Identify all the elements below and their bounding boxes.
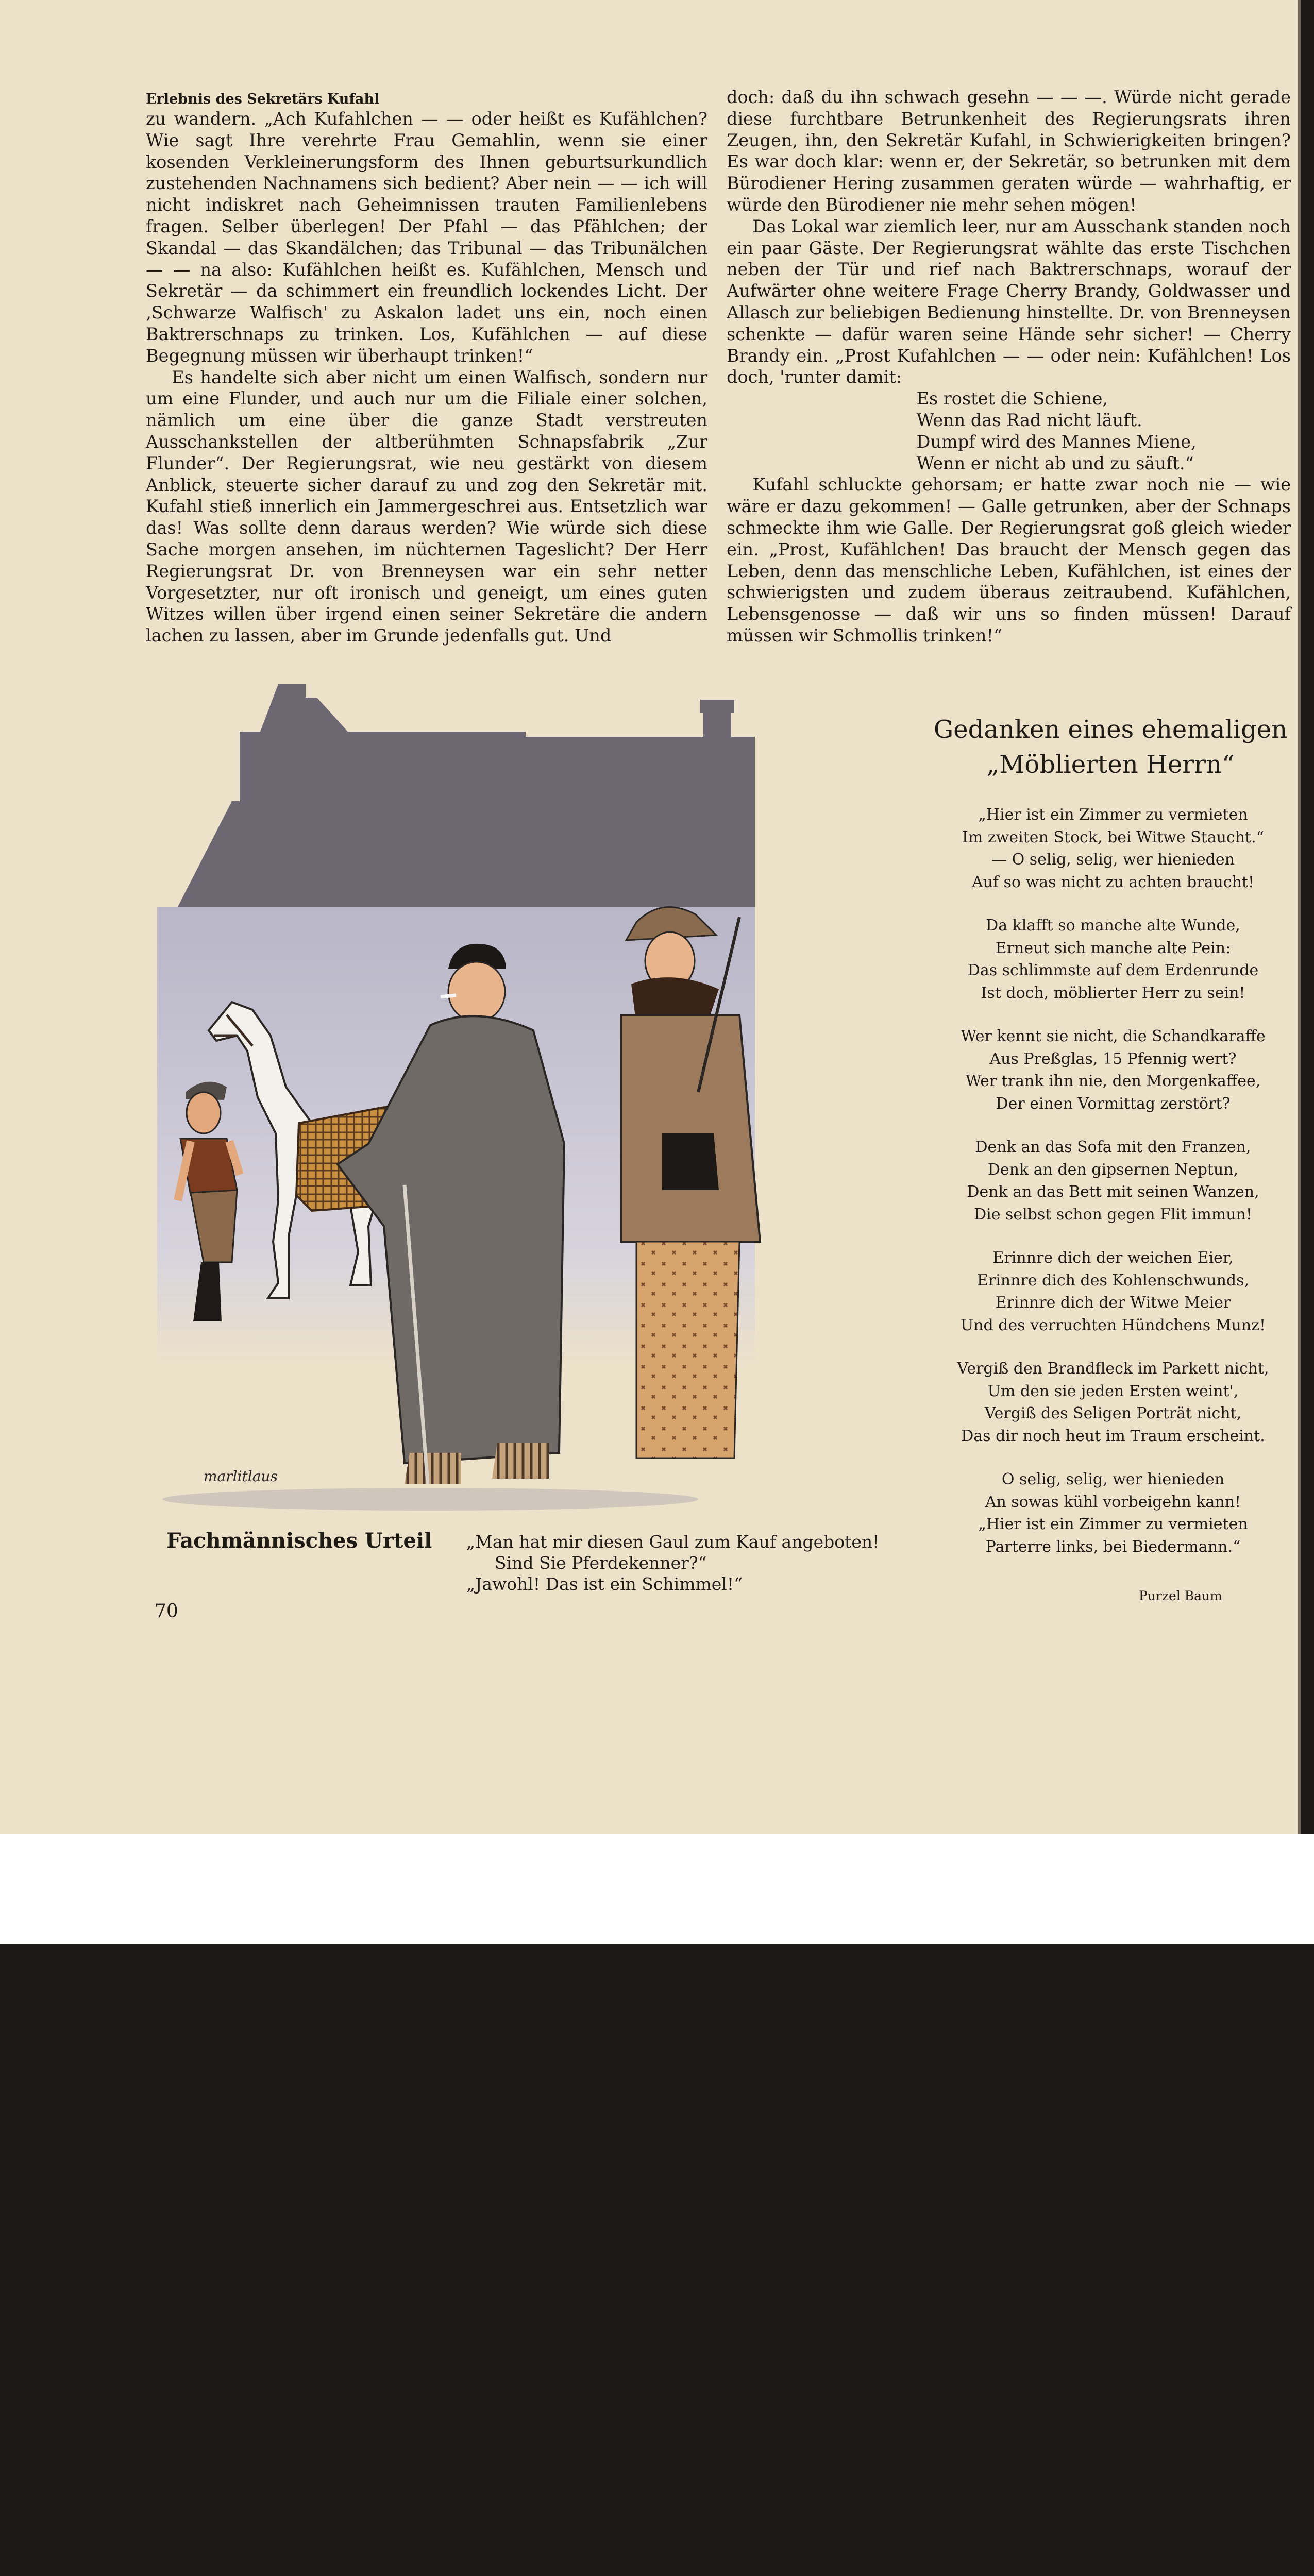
stanza (933, 1358, 1293, 1447)
paragraph: zu wandern. „Ach Kufahlchen — — oder heißt es Kufählchen? Wie sagt Ihre verehrte Frau Gemahlin, wenn sie einer kosenden Verkleinerungsform des Ihnen geburtsurkundlich zustehenden Nachnamens sich bedient? Aber nein — — ich will nicht indiskret nach Geheimnissen trauten Familienlebens fragen. Selber überlegen! Der Pfahl — das Pfählchen; der Skandal — das Skandälchen; das Tribunal — das Tribunälchen — — na also: Kufählchen heißt es. Kufählchen, Mensch und Sekretär — da schimmert ein freundlich lockendes Licht. Der ‚Schwarze Walfisch' zu Askalon ladet uns ein, noch einen Baktrerschnaps zu trinken. Los, Kufählchen — auf diese Begegnung müssen wir überhaupt trinken!“ (146, 109, 707, 366)
caption-title: Fachmännisches Urteil (166, 1529, 432, 1553)
stanza (933, 914, 1293, 1004)
poem-title: Gedanken eines ehemaligen (933, 715, 1288, 744)
poem-line: Ist doch, möblierter Herr zu sein! (981, 984, 1245, 1002)
poem-line: Denk an das Bett mit seinen Wanzen, (967, 1183, 1259, 1201)
poem-line: An sowas kühl vorbeigehn kann! (985, 1493, 1241, 1511)
verse-line: Es rostet die Schiene, (916, 388, 1108, 409)
viewer-footer (0, 1834, 1314, 1944)
poem-line: „Hier ist ein Zimmer zu vermieten (978, 806, 1248, 824)
paragraph: Kufahl schluckte gehorsam; er hatte zwar noch nie — wie wäre er dazu gekommen! — Galle getrunken, aber der Schnaps schmeckte ihm wie Galle. Der Regierungsrat goß gleich wieder ein. „Prost, Kufählchen! Das braucht der Mensch gegen das Leben, denn das menschliche Leben, Kufählchen, ist eines der schwierigsten und zudem überaus zeitraubend. Kufählchen, Lebensgenosse — daß wir uns so finden müssen! Darauf müssen wir Schmollis trinken!“ (727, 474, 1291, 646)
poem-line: Der einen Vormittag zerstört? (996, 1094, 1231, 1113)
poem-line: Parterre links, bei Biedermann.“ (985, 1537, 1241, 1556)
poem-line: Denk an den gipsernen Neptun, (987, 1160, 1239, 1179)
poem-subtitle: „Möblierten Herrn“ (986, 750, 1235, 779)
verse-line: Dumpf wird des Mannes Miene, (916, 431, 1197, 452)
artist-signature: marlitlaus (204, 1468, 278, 1485)
stanza (933, 1136, 1293, 1226)
poem-line: Denk an das Sofa mit den Franzen, (975, 1138, 1251, 1156)
poem-body (933, 804, 1293, 1579)
handbag (662, 1133, 719, 1190)
poem-line: Die selbst schon gegen Flit immun! (974, 1205, 1252, 1224)
poem-line: Auf so was nicht zu achten braucht! (971, 873, 1255, 891)
poem-line: Da klafft so manche alte Wunde, (986, 917, 1240, 935)
poem-line: Erneut sich manche alte Pein: (995, 939, 1231, 957)
house-silhouette (178, 684, 755, 907)
poem-line: Das schlimmste auf dem Erdenrunde (967, 961, 1259, 979)
poem-line: Wer kennt sie nicht, die Schandkaraffe (961, 1027, 1266, 1045)
caption-line: „Man hat mir diesen Gaul zum Kauf angeboten! (466, 1532, 880, 1552)
poem-line: Aus Preßglas, 15 Pfennig wert? (989, 1049, 1237, 1068)
poem-line: O selig, selig, wer hienieden (1001, 1470, 1225, 1488)
caption-line: Sind Sie Pferdekenner?“ (495, 1553, 707, 1573)
poem-line: Erinnre dich des Kohlenschwunds, (976, 1271, 1250, 1290)
poem-line: Erinnre dich der Witwe Meier (995, 1294, 1231, 1312)
poem-line: Vergiß des Seligen Porträt nicht, (984, 1404, 1242, 1422)
poem-author: Purzel Baum (1139, 1588, 1222, 1603)
caption-line: „Jawohl! Das ist ein Schimmel!“ (466, 1574, 743, 1594)
right-text-column (727, 87, 1291, 647)
poem-line: Das dir noch heut im Traum erscheint. (961, 1427, 1265, 1445)
poem-line: Um den sie jeden Ersten weint', (987, 1382, 1239, 1400)
poem-line: Im zweiten Stock, bei Witwe Staucht.“ (962, 828, 1264, 846)
caption-dialog (466, 1531, 930, 1595)
left-text-column (146, 108, 707, 647)
stanza (933, 804, 1293, 893)
verse-line: Wenn er nicht ab und zu säuft.“ (916, 453, 1194, 473)
poem-line: Vergiß den Brandfleck im Parkett nicht, (957, 1360, 1269, 1378)
paragraph: doch: daß du ihn schwach gesehn — — —. Würde nicht gerade diese furchtbare Betrunkenheit des Regierungsrats ihren Zeugen, ihn, den Sekretär Kufahl, in Schwierigkeiten bringen? Es war doch klar: wenn er, der Sekretär, so betrunken mit dem Bürodiener Hering zusammen geraten würde — wahrhaftig, er würde den Bürodiener nie mehr sehen mögen! (727, 87, 1291, 215)
poem-line: Und des verruchten Hündchens Munz! (960, 1316, 1266, 1334)
poem-line: Wer trank ihn nie, den Morgenkaffee, (965, 1072, 1261, 1090)
poem-line: Erinnre dich der weichen Eier, (992, 1249, 1234, 1267)
paragraph: Es handelte sich aber nicht um einen Walfisch, sondern nur um eine Flunder, und auch nur um die Filiale einer solchen, nämlich um eine über die ganze Stadt verstreuten Ausschankstellen der altberühmten Schnapsfabrik „Zur Flunder“. Der Regierungsrat, wie neu gestärkt von diesem Anblick, steuerte sicher darauf zu und zog den Sekretär mit. Kufahl stieß innerlich ein Jammergeschrei aus. Entsetzlich war das! Was sollte denn daraus werden? Wie würde sich diese Sache morgen ansehen, im nüchternen Tageslicht? Der Herr Regierungsrat Dr. von Brenneysen war ein sehr netter Vorgesetzter, nur oft ironisch und geneigt, um eines guten Witzes willen über irgend einen seiner Sekretäre die andern lachen zu lassen, aber im Grunde jedenfalls gut. Und (146, 367, 707, 646)
paragraph: Das Lokal war ziemlich leer, nur am Ausschank standen noch ein paar Gäste. Der Regierungsrat wählte das erste Tischchen neben der Tür und rief nach Baktrerschnaps, worauf der Aufwärter ohne weitere Frage Cherry Brandy, Goldwasser und Allasch zur beliebigen Bedienung hinstellte. Dr. von Brenneysen schenkte — dafür waren seine Hände sehr sicher! — Cherry Brandy ein. „Prost Kufahlchen — — oder nein: Kufählchen! Los doch, 'runter damit: (727, 216, 1291, 387)
stanza (933, 1025, 1293, 1115)
running-header: Erlebnis des Sekretärs Kufahl (146, 91, 380, 107)
poem-line: — O selig, selig, wer hienieden (991, 851, 1235, 869)
page-number: 70 (155, 1601, 178, 1622)
stanza (933, 1468, 1293, 1558)
stanza (933, 1247, 1293, 1336)
cigarette (441, 995, 456, 997)
chimney (703, 711, 731, 860)
poem-line: „Hier ist ein Zimmer zu vermieten (978, 1515, 1248, 1533)
verse-line: Wenn das Rad nicht läuft. (916, 410, 1142, 430)
horse-dealer-illustration (142, 680, 930, 1520)
